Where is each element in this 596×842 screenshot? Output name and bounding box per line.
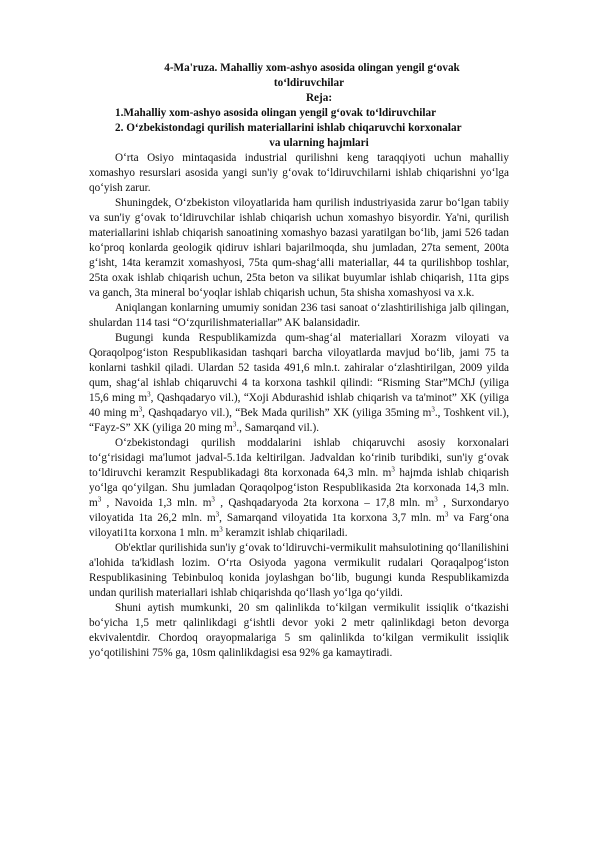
superscript: 3 bbox=[431, 405, 435, 414]
paragraph-5 bbox=[89, 436, 509, 541]
p4-text-a: Bugungi kunda Respublikamizda qum-shag‘al materiallari Xorazm viloyati va Qoraqolpog‘iston Respublikasidan tashqari barcha viloyatlarda mavjud bo‘lib, jami 75 ta konlarni tashkil qiladi. Ulardan 52 tasida 491,6 mln.t. zahiralar o‘zlashtirilgan, 2009 yilda qum, shag‘al ishlab chiqaruvchi 4 ta korxona tashkil qilindi: “Risming Star”MChJ (yiliga 15,6 ming m bbox=[89, 332, 509, 404]
p4-text-b: , Qashqadaryo vil.), “Xoji Abdurashid ishlab chiqarish va ta'minot” XK (yiliga 40 ming m bbox=[89, 392, 510, 419]
superscript: 3 bbox=[138, 405, 143, 414]
plan-item-2: 2. O‘zbekistondagi qurilish materiallarini ishlab chiqaruvchi korxonalar bbox=[115, 122, 462, 134]
p4-text-c: , Qashqadaryo vil.), “Bek Mada qurilish” XK (yiliga 35ming m bbox=[142, 407, 432, 419]
p4-text-d: ., Toshkent vil.), “Fayz-S” XK (yiliga 20 ming m bbox=[89, 407, 510, 434]
paragraph-2: Shuningdek, O‘zbekiston viloyatlarida ham qurilish industriyasida zarur bo‘lgan tabiiy va sun'iy g‘ovak to‘ldiruvchilar ishlab chiqarish uchun xomashyo bisyordir. Ya'ni, qurilish materiallarini ishlab chiqarish sanoatining xomashyo bazasi yaratilgan bo‘lib, jami 526 tadan ko‘proq konlarda geologik qidiruv ishlari bajarilmoqda, shu jumladan, 27ta sement, 200ta g‘isht, 14ta keramzit xomashyosi, 75ta qum-shag‘alli materiallar, 44 ta qurilishbop toshlar, 25ta oxak ishlab chiqarish uchun, 25ta beton va silikat buyumlar ishlab chiqarish, 11ta gips va ganch, 3ta mineral bo‘yoqlar ishlab chiqarish uchun, 5ta shisha xomashyosi va x.k. bbox=[89, 197, 509, 299]
paragraph-3: Aniqlangan konlarning umumiy sonidan 236 tasi sanoat o‘zlashtirilishiga jalb qilingan, shulardan 114 tasi “O‘zqurilishmateriallar” AK balansidadir. bbox=[89, 302, 509, 329]
title-line-1: 4-Ma'ruza. Mahalliy xom-ashyo asosida olingan yengil g‘ovak bbox=[164, 62, 460, 74]
plan-heading: Reja: bbox=[305, 92, 333, 104]
p5-text-f: , Samarqand viloyatida 1ta korxona 3,7 mln. m bbox=[219, 512, 445, 524]
superscript: 3 bbox=[97, 495, 102, 504]
superscript: 3 bbox=[219, 525, 223, 534]
plan-item-2-continuation: va ularning hajmlari bbox=[269, 137, 369, 149]
superscript: 3 bbox=[444, 510, 449, 519]
p5-text-h: keramzit ishlab chiqariladi. bbox=[222, 527, 348, 539]
p4-text-e: ., Samarqand vil.). bbox=[236, 422, 320, 434]
plan-item-1: 1.Mahalliy xom-ashyo asosida olingan yengil g‘ovak to‘ldiruvchilar bbox=[115, 107, 437, 119]
p5-text-g: va Farg‘ona viloyati1ta korxona 1 mln. m bbox=[89, 512, 510, 539]
superscript: 3 bbox=[434, 495, 438, 504]
superscript: 3 bbox=[215, 510, 220, 519]
p5-text-d: , Qashqadaryoda 2ta korxona – 17,8 mln. m bbox=[214, 497, 435, 509]
lecture-title bbox=[89, 61, 509, 91]
paragraph-6: Ob'ektlar qurilishida sun'iy g‘ovak to‘ldiruvchi-vermikulit mahsulotining qo‘llanilishini a'lohida ta'kidlash lozim. O‘rta Osiyoda yagona vermikulit rudalari Qoraqalpog‘iston Respublikasining Tebinbuloq konida joylashgan bo‘lib, bugungi kunda Respublikamizda undan qurilish materiallari ishlab chiqarishda qo‘llash yo‘lga qo‘yildi. bbox=[89, 542, 509, 599]
paragraph-4 bbox=[89, 331, 509, 436]
superscript: 3 bbox=[232, 420, 237, 429]
p5-text-e: , Surxondaryo viloyatida 1ta 26,2 mln. m bbox=[89, 497, 509, 524]
document-page bbox=[89, 61, 509, 661]
paragraph-7: Shuni aytish mumkunki, 20 sm qalinlikda to‘kilgan vermikulit issiqlik o‘tkazishi bo‘yicha 1,5 metr qalinlikdagi g‘ishtli devor yoki 2 metr qalinlikdagi beton devorga ekvivalentdir. Chordoq orayopmalariga 5 sm qalinlikda to‘kilgan vermikulit issiqlik yo‘qotilishini 75% ga, 10sm qalinlikdagisi esa 92% ga kamaytiradi. bbox=[89, 602, 509, 659]
paragraph-1: O‘rta Osiyo mintaqasida industrial qurilishni keng taraqqiyoti uchun mahalliy xomashyo resurslari asosida yangi sun'iy g‘ovak to‘ldiruvchilarni ishlab chiqarishni yo‘lga qo‘yish zarur. bbox=[89, 152, 509, 194]
p5-text-a: O‘zbekistondagi qurilish moddalarini ishlab chiqaruvchi asosiy korxonalari to‘g‘risidagi ma'lumot jadval-5.1da keltirilgan. Jadvaldan ko‘rinib turibdiki, sun'iy g‘ovak to‘ldiruvchi keramzit Respublikadagi 8ta korxonada 64,3 mln. m bbox=[89, 437, 509, 479]
title-line-2: to‘ldiruvchilar bbox=[273, 77, 345, 89]
superscript: 3 bbox=[147, 390, 151, 399]
superscript: 3 bbox=[211, 495, 215, 504]
p5-text-b: hajmda ishlab chiqarish yo‘lga qo‘yilgan. Shu jumladan Qoraqolpog‘iston Respublikasida 2ta korxonada 14,3 mln. m bbox=[89, 467, 509, 509]
plan-list bbox=[89, 106, 509, 151]
superscript: 3 bbox=[391, 465, 395, 474]
p5-text-c: , Navoida 1,3 mln. m bbox=[101, 497, 212, 509]
